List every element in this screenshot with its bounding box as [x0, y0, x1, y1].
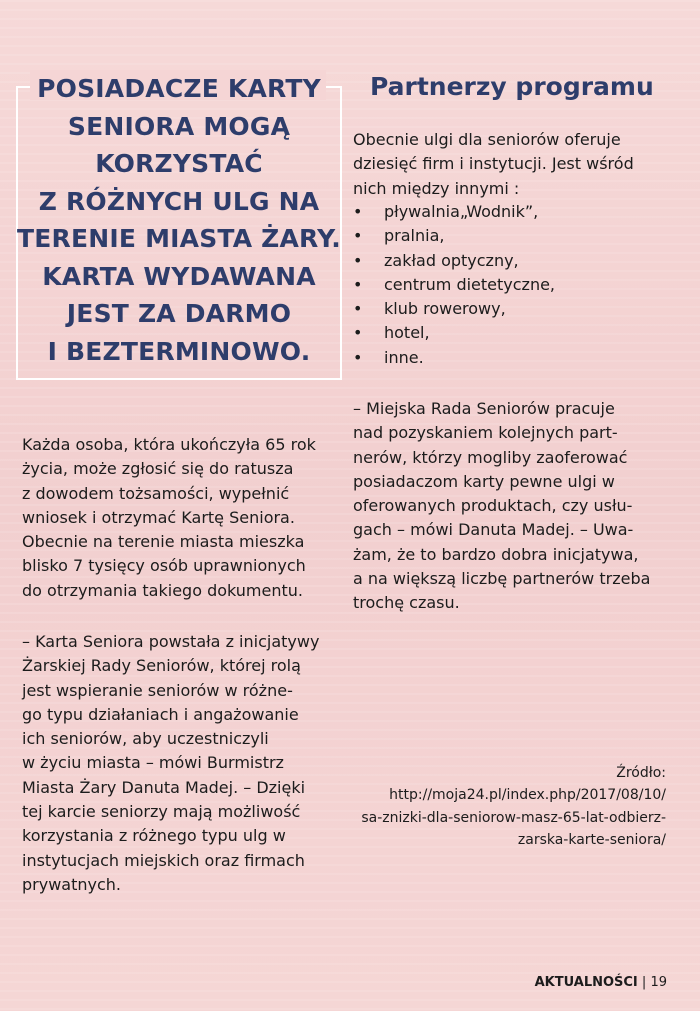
text-line: nerów, którzy mogliby zaoferować — [353, 447, 628, 467]
bullet-icon: • — [353, 347, 363, 367]
text-line: a na większą liczbę partnerów trzeba — [353, 569, 651, 589]
page-footer — [535, 975, 667, 990]
text-line: Każda osoba, która ukończyła 65 rok — [22, 435, 316, 454]
callout-line: SENIORA MOGĄ — [67, 111, 291, 141]
text-line: nad pozyskaniem kolejnych part- — [353, 423, 618, 443]
callout-line: JEST ZA DARMO — [66, 299, 292, 328]
list-item — [353, 346, 555, 370]
text-line: z dowodem tożsamości, wypełnić — [22, 483, 290, 503]
text-line: oferowanych produktach, czy usłu- — [353, 496, 633, 516]
partners-intro — [353, 128, 634, 201]
text-line: – Karta Seniora powstała z inicjatywy — [22, 632, 320, 651]
text-line: żam, że to bardzo dobra inicjatywa, — [353, 544, 639, 564]
source-url-line: zarska-karte-seniora/ — [517, 831, 666, 848]
callout-text — [10, 70, 348, 370]
callout-line: KORZYSTAĆ — [95, 149, 263, 178]
text-line: Obecnie ulgi dla seniorów oferuje — [353, 130, 621, 149]
text-line: w życiu miasta – mówi Burmistrz — [22, 753, 284, 773]
bullet-icon: • — [353, 250, 363, 270]
text-line: gach – mówi Danuta Madej. – Uwa- — [353, 520, 634, 540]
article-paragraph-2 — [22, 630, 319, 897]
list-item-label: pralnia, — [384, 226, 445, 246]
text-line: Miasta Żary Danuta Madej. – Dzięki — [22, 777, 306, 797]
text-line: dziesięć firm i instytucji. Jest wśród — [353, 154, 634, 174]
section-heading: Partnerzy programu — [370, 72, 654, 101]
list-item — [353, 273, 555, 297]
text-line: do otrzymania takiego dokumentu. — [22, 580, 303, 600]
source-note — [361, 762, 666, 851]
list-item-label: klub rowerowy, — [384, 299, 506, 319]
text-line: – Miejska Rada Seniorów pracuje — [353, 399, 615, 418]
partners-list — [353, 200, 555, 370]
bullet-icon: • — [353, 274, 363, 294]
text-line: jest wspieranie seniorów w różne- — [22, 680, 293, 700]
bullet-icon: • — [353, 226, 363, 246]
list-item — [353, 297, 555, 321]
text-line: tej karcie seniorzy mają możliwość — [22, 802, 301, 822]
list-item-label: hotel, — [384, 323, 430, 343]
text-line: go typu działaniach i angażowanie — [22, 704, 299, 724]
list-item-label: pływalnia„Wodnik”, — [384, 202, 539, 221]
text-line: instytucjach miejskich oraz firmach — [22, 850, 305, 870]
footer-separator: | — [641, 975, 647, 990]
callout-line: Z RÓŻNYCH ULG NA — [38, 186, 320, 216]
list-item-label: centrum dietetyczne, — [384, 274, 556, 294]
list-item — [353, 224, 555, 248]
list-item — [353, 321, 555, 345]
text-line: korzystania z różnego typu ulg w — [22, 826, 286, 846]
bullet-icon: • — [353, 202, 363, 221]
source-url-line: sa-znizki-dla-seniorow-masz-65-lat-odbierz- — [361, 809, 666, 826]
list-item-label: inne. — [384, 347, 424, 367]
bullet-icon: • — [353, 323, 363, 343]
text-line: trochę czasu. — [353, 593, 460, 613]
text-line: blisko 7 tysięcy osób uprawnionych — [22, 556, 306, 576]
list-item — [353, 249, 555, 273]
callout-line: POSIADACZE KARTY — [37, 74, 321, 103]
text-line: życia, może zgłosić się do ratusza — [22, 459, 294, 479]
article-paragraph-1 — [22, 433, 316, 603]
bullet-icon: • — [353, 299, 363, 319]
source-url-line: http://moja24.pl/index.php/2017/08/10/ — [389, 787, 666, 804]
partners-quote — [353, 397, 650, 616]
list-item — [353, 200, 555, 224]
text-line: wniosek i otrzymać Kartę Seniora. — [22, 507, 295, 527]
text-line: ich seniorów, aby uczestniczyli — [22, 729, 269, 749]
text-line: posiadaczom karty pewne ulgi w — [353, 471, 615, 491]
source-label: Źródło: — [616, 765, 666, 781]
callout-line: I BEZTERMINOWO. — [47, 336, 311, 366]
callout-line: KARTA WYDAWANA — [42, 261, 316, 291]
list-item-label: zakład optyczny, — [384, 250, 519, 270]
text-line: nich między innymi : — [353, 178, 520, 198]
text-line: prywatnych. — [22, 874, 121, 894]
footer-section-name: AKTUALNOŚCI — [534, 975, 638, 990]
page-number: 19 — [650, 975, 667, 990]
callout-line: TERENIE MIASTA ŻARY. — [17, 224, 341, 253]
text-line: Obecnie na terenie miasta mieszka — [22, 532, 305, 552]
text-line: Żarskiej Rady Seniorów, której rolą — [22, 656, 301, 676]
